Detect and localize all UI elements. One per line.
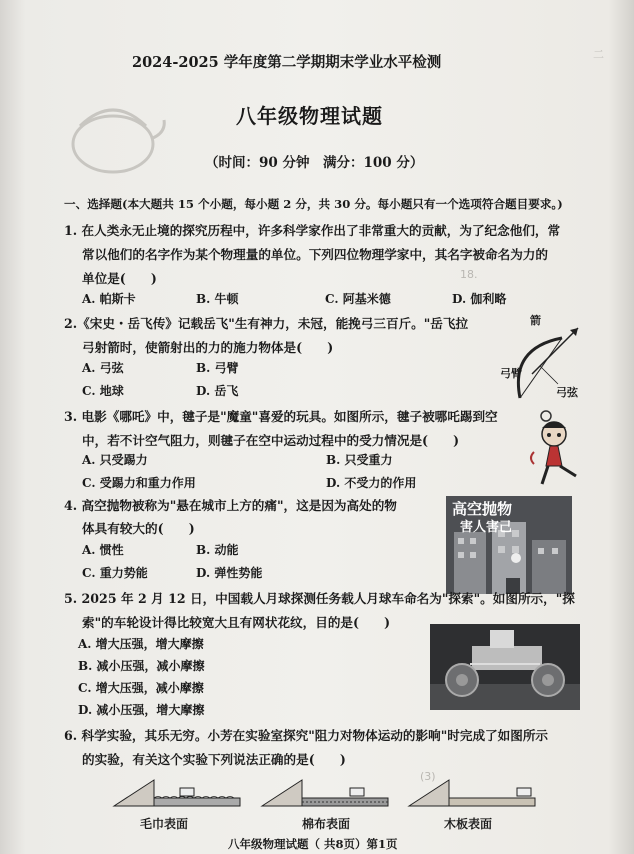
q3-line: 3. 电影《哪吒》中，毽子是"魔童"喜爱的玩具。如图所示，毽子被哪吒踢到空 [64, 409, 498, 424]
q2-option-b: B. 弓臂 [196, 361, 239, 375]
q4-line: 4. 高空抛物被称为"悬在城市上方的痛"，这是因为高处的物 [64, 498, 397, 513]
q5-option-a: A. 增大压强，增大摩擦 [78, 637, 204, 651]
q5-line: 5. 2025 年 2 月 12 日，中国载人月球探测任务载人月球车命名为"探索"。如图所示，"探 [64, 591, 575, 606]
bleed-through-text: 18. [460, 268, 478, 281]
q1-line: 1. 在人类永无止境的探究历程中，许多科学家作出了非常重大的贡献，为了纪念他们，常 [64, 223, 561, 238]
q5-line: 索"的车轮设计得比较宽大且有网状花纹，目的是( ) [82, 615, 391, 630]
high-throw-poster [446, 496, 572, 594]
q1-option-a: A. 帕斯卡 [82, 292, 136, 306]
q4-option-d: D. 弹性势能 [196, 566, 263, 580]
q4-option-c: C. 重力势能 [82, 566, 148, 580]
q1-line: 单位是( ) [82, 271, 157, 286]
q1-option-d: D. 伽利略 [452, 292, 507, 306]
q5-option-c: C. 增大压强，减小摩擦 [78, 681, 204, 695]
q3-option-a: A. 只受踢力 [82, 453, 148, 467]
q2-option-a: A. 弓弦 [82, 361, 124, 375]
q4-option-a: A. 惯性 [82, 543, 124, 557]
nezha-kicking-figure [524, 408, 586, 490]
page-footer: 八年级物理试题（ 共8页）第1页 [228, 837, 398, 851]
q6-line: 6. 科学实验，其乐无穷。小芳在实验室探究"阻力对物体运动的影响"时完成了如图所示 [64, 728, 549, 743]
q5-option-b: B. 减小压强，减小摩擦 [78, 659, 205, 673]
fig-label-arrow: 箭 [530, 314, 541, 327]
lunar-rover-photo [430, 624, 580, 710]
kettle-watermark-icon [58, 86, 168, 178]
exam-time-score: （时间：90 分钟 满分：100 分） [205, 155, 424, 171]
q2-option-c: C. 地球 [82, 384, 124, 398]
fig-label-bow-arm: 弓臂 [500, 367, 522, 380]
bleed-through-text: (3) [420, 770, 436, 783]
q5-option-d: D. 减小压强，增大摩擦 [78, 703, 205, 717]
section-heading: 一、选择题(本大题共 15 个小题，每小题 2 分，共 30 分。每小题只有一个选项符合题目要求。) [64, 197, 563, 211]
q2-option-d: D. 岳飞 [196, 384, 239, 398]
q4-option-b: B. 动能 [196, 543, 239, 557]
exam-title: 八年级物理试题 [236, 104, 383, 128]
q3-line: 中，若不计空气阻力，则毽子在空中运动过程中的受力情况是( ) [82, 433, 460, 448]
q3-option-b: B. 只受重力 [326, 453, 393, 467]
q2-line: 2.《宋史・岳飞传》记载岳飞"生有神力，未冠，能挽弓三百斤。"岳飞拉 [64, 316, 469, 331]
q3-option-c: C. 受踢力和重力作用 [82, 476, 196, 490]
q6-line: 的实验，有关这个实验下列说法正确的是( ) [82, 752, 346, 767]
q2-line: 弓射箭时，使箭射出的力的施力物体是( ) [82, 340, 334, 355]
poster-subtitle: 害人害己 [460, 520, 513, 535]
bleed-through-text: 二 [593, 48, 604, 61]
surface-label-towel: 毛巾表面 [140, 817, 189, 831]
wood-surface-ramp-figure [405, 776, 540, 812]
q3-option-d: D. 不受力的作用 [326, 476, 417, 490]
q1-line: 常以他们的名字作为某个物理量的单位。下列四位物理学家中，其名字被命名为力的 [82, 247, 548, 262]
q1-option-b: B. 牛顿 [196, 292, 239, 306]
q4-line: 体具有较大的( ) [82, 521, 195, 536]
cotton-surface-ramp-figure [258, 776, 393, 812]
q1-option-c: C. 阿基米德 [325, 292, 391, 306]
fig-label-bow-string: 弓弦 [556, 386, 578, 399]
exam-header: 2024-2025 学年度第二学期期末学业水平检测 [132, 54, 442, 71]
poster-title: 高空抛物 [452, 500, 513, 518]
surface-label-cotton: 棉布表面 [302, 817, 351, 831]
towel-surface-ramp-figure [110, 776, 245, 812]
surface-label-wood: 木板表面 [444, 817, 493, 831]
